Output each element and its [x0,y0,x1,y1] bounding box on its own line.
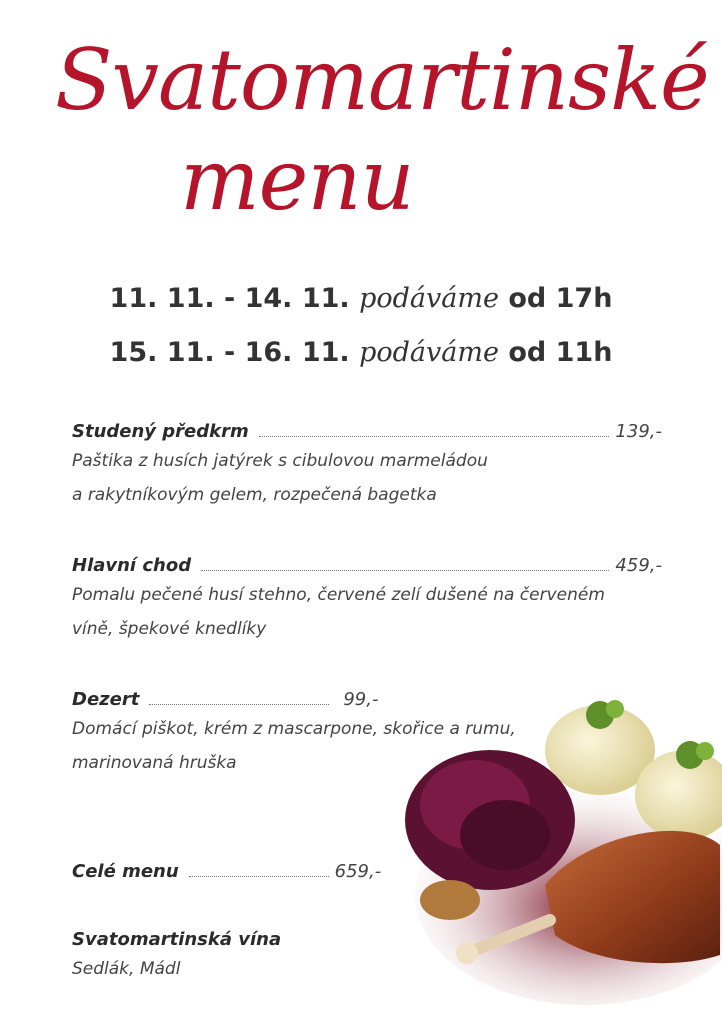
item-price: 659,- [334,861,382,882]
item-name: Studený předkrm [72,421,249,442]
item-name: Svatomartinská vína [72,929,282,950]
description-line: marinovaná hruška [72,753,237,773]
description-line: Domácí piškot, krém z mascarpone, skořice a rumu, [72,719,516,739]
date-range: 15. 11. - 16. 11. [109,337,350,368]
description-line: a rakytníkovým gelem, rozpečená bagetka [72,485,437,505]
dotted-leader [259,435,610,437]
title-line-2: menu [180,131,414,229]
menu-item-main [72,548,662,646]
description-line: víně, špekové knedlíky [72,619,267,639]
item-description [72,444,662,512]
dotted-leader [149,703,329,705]
menu-item-starter [72,414,662,512]
date-range: 11. 11. - 14. 11. [109,283,350,314]
serving-time: od 17h [508,283,613,314]
item-name: Dezert [72,689,140,710]
item-price: 99,- [343,689,379,710]
item-description [72,952,662,986]
item-name: Hlavní chod [72,555,192,576]
menu-item-full-menu [72,854,662,882]
description-line: Paštika z husích jatýrek s cibulovou marmeládou [72,451,488,471]
dotted-leader [189,875,329,877]
serving-time: od 11h [508,337,613,368]
item-description [72,578,662,646]
description-line: Sedlák, Mádl [72,959,181,979]
item-price: 139,- [615,421,662,442]
menu-item-wines [72,922,662,986]
served-label: podáváme [359,283,499,314]
item-name: Celé menu [72,861,179,882]
date-row [0,272,722,326]
menu-title [0,20,722,250]
title-line-1: Svatomartinské [55,31,709,129]
dotted-leader [201,569,609,571]
serving-dates [0,272,722,380]
menu-item-dessert [72,682,662,780]
served-label: podáváme [359,337,499,368]
date-row [0,326,722,380]
description-line: Pomalu pečené husí stehno, červené zelí dušené na červeném [72,585,605,605]
item-price: 459,- [615,555,662,576]
item-description [72,712,662,780]
